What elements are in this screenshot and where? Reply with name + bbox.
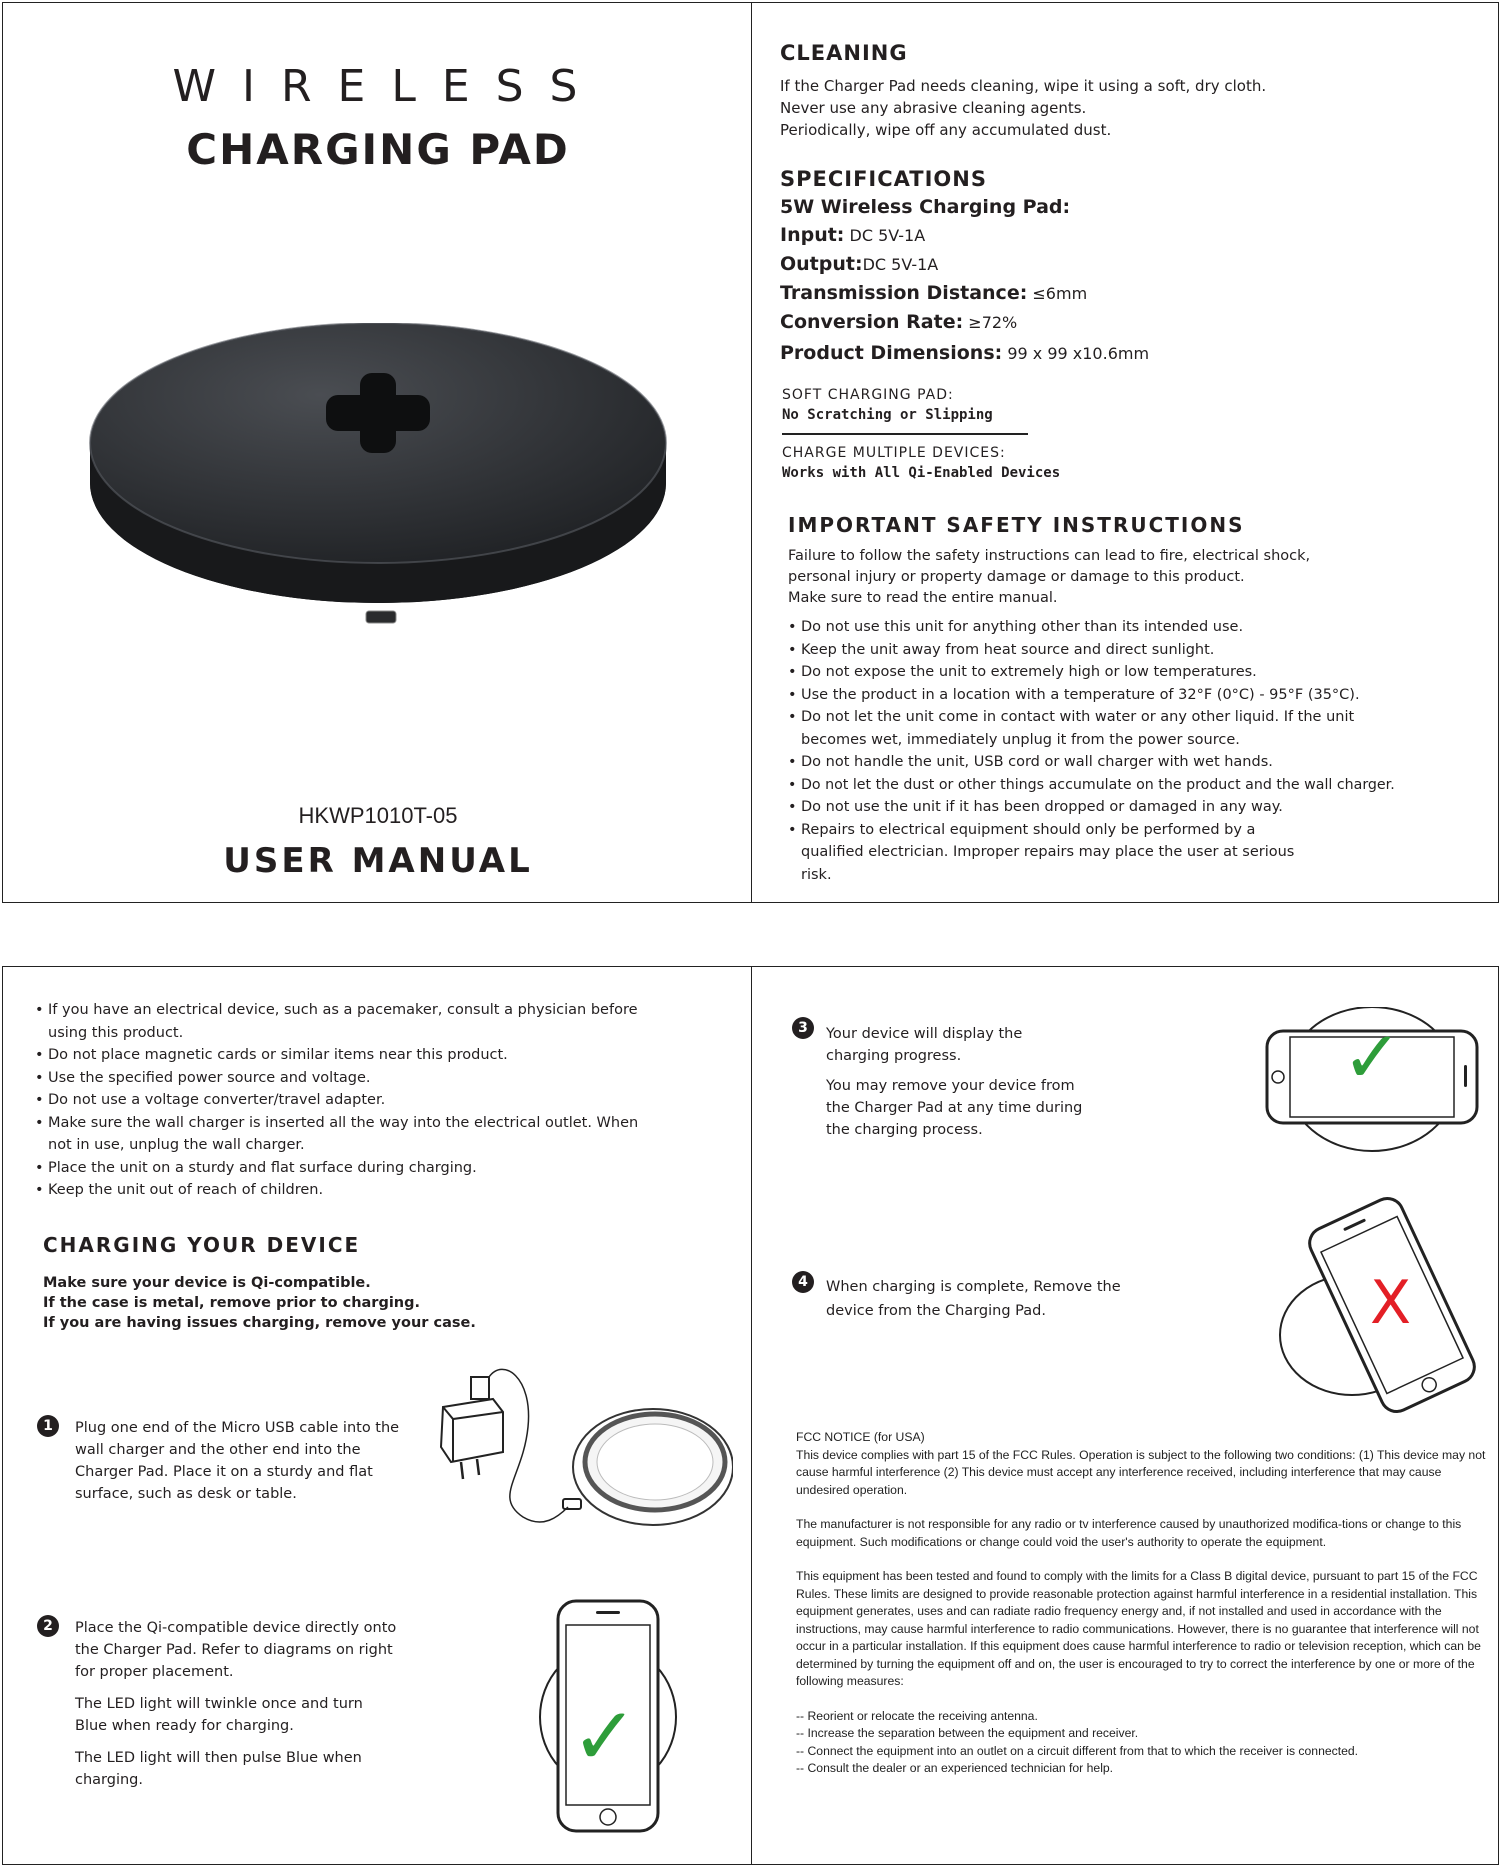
safety-bullet: • Repairs to electrical equipment should only be performed by a qualified electrician. Improper repairs may place the user at serious risk.: [788, 819, 1321, 887]
charging-pad-outline-icon: [573, 1409, 733, 1525]
charging-heading: CHARGING YOUR DEVICE: [43, 1233, 361, 1257]
safety-intro-line: Failure to follow the safety instructions can lead to fire, electrical shock,: [788, 548, 1311, 564]
step-3-badge: 3: [792, 1017, 814, 1039]
charging-notes: [43, 1273, 476, 1333]
step-1-text: Plug one end of the Micro USB cable into the wall charger and the other end into the Charger Pad. Place it on a sturdy and flat surface, such as desk or table.: [75, 1420, 400, 1502]
safety-bullet: • Do not use this unit for anything other than its intended use.: [788, 616, 1488, 639]
usb-port-icon: [366, 611, 396, 623]
safety-bullet: • Keep the unit out of reach of children.: [35, 1179, 655, 1202]
spec-row: Product Dimensions: 99 x 99 x10.6mm: [780, 342, 1150, 364]
spec-row: Transmission Distance: ≤6mm: [780, 282, 1088, 304]
feature2-title: CHARGE MULTIPLE DEVICES:: [782, 445, 1006, 461]
charging-panel: [2, 966, 752, 1865]
cleaning-text: [780, 75, 1480, 141]
safety-intro: [788, 546, 1478, 609]
cleaning-line: Periodically, wipe off any accumulated dust.: [780, 121, 1112, 139]
step-4-badge: 4: [792, 1271, 814, 1293]
fcc-measure: -- Increase the separation between the equipment and receiver.: [796, 1726, 1139, 1740]
wall-charger-icon: [441, 1369, 581, 1522]
fcc-paragraph: This device complies with part 15 of the FCC Rules. Operation is subject to the following two conditions: (1) This device may not cause harmful interference (2) This device must accept any interference received, including interference that may cause undesired operation.: [796, 1447, 1486, 1497]
cover-title-line1: W I R E L E S S: [172, 61, 584, 112]
charging-pad-illustration: [78, 323, 678, 653]
charging-note: If the case is metal, remove prior to charging.: [43, 1295, 421, 1311]
step-2-pulse-note: The LED light will then pulse Blue when charging.: [75, 1750, 362, 1788]
spec-row: Input: DC 5V-1A: [780, 224, 926, 246]
checkmark-icon: ✓: [1342, 1015, 1403, 1099]
fcc-measure: -- Reorient or relocate the receiving antenna.: [796, 1708, 1038, 1723]
spec-row: Output:DC 5V-1A: [780, 253, 939, 275]
model-number: HKWP1010T-05: [298, 803, 458, 828]
safety-bullet: • Do not use the unit if it has been dropped or damaged in any way.: [788, 796, 1488, 819]
step-1-badge: 1: [37, 1415, 59, 1437]
fcc-measure: -- Connect the equipment into an outlet on a circuit different from that to which the receiver is connected.: [796, 1743, 1359, 1758]
safety-heading: IMPORTANT SAFETY INSTRUCTIONS: [788, 513, 1245, 537]
safety-intro-line: Make sure to read the entire manual.: [788, 590, 1058, 606]
safety-bullet: • Make sure the wall charger is inserted all the way into the electrical outlet. When not in use, unplug the wall charger.: [35, 1112, 663, 1157]
safety-bullet: • Place the unit on a sturdy and flat surface during charging.: [35, 1157, 655, 1180]
feature-divider: [782, 433, 1028, 435]
safety-bullet: • Use the specified power source and voltage.: [35, 1067, 655, 1090]
step-2-badge: 2: [37, 1615, 59, 1637]
specs-list: [780, 221, 1149, 368]
checkmark-icon: ✓: [571, 1690, 639, 1783]
fcc-paragraph: This equipment has been tested and found to comply with the limits for a Class B digital device, pursuant to part 15 of the FCC Rules. These limits are designed to provide reasonable protection against harmful interference in a residential installation. This equipment generates, uses and can radiate radio frequency energy and, if not installed and used in accordance with the instructions, may cause harmful interference to radio communications. However, there is no guarantee that interference will not occur in a particular installation. If this equipment does cause harmful interference to radio or television reception, which can be determined by turning the equipment off and on, the user is encouraged to try to correct the interference by one or more of the following measures:: [796, 1569, 1481, 1688]
feature2-subtitle: Works with All Qi-Enabled Devices: [782, 465, 1061, 481]
user-manual-label: USER MANUAL: [223, 841, 533, 881]
fcc-measure: -- Consult the dealer or an experienced technician for help.: [796, 1761, 1114, 1775]
x-mark-icon: X: [1370, 1268, 1412, 1338]
safety-bullet: • Use the product in a location with a temperature of 32°F (0°C) - 95°F (35°C).: [788, 684, 1488, 707]
specs-panel: [751, 2, 1499, 903]
spec-row: Conversion Rate: ≥72%: [780, 311, 1018, 333]
safety-bullet: • Do not let the dust or other things accumulate on the product and the wall charger.: [788, 774, 1488, 797]
step-4-text: When charging is complete, Remove the device from the Charging Pad.: [826, 1279, 1121, 1319]
safety-bullet: • Do not use a voltage converter/travel adapter.: [35, 1089, 655, 1112]
fcc-title: FCC NOTICE (for USA): [796, 1430, 925, 1444]
safety-bullet: • If you have an electrical device, such as a pacemaker, consult a physician before using this product.: [35, 999, 648, 1044]
safety-bullet: • Do not handle the unit, USB cord or wall charger with wet hands.: [788, 751, 1488, 774]
safety-bullet: • Keep the unit away from heat source and direct sunlight.: [788, 639, 1488, 662]
specs-subtitle: 5W Wireless Charging Pad:: [780, 196, 1071, 218]
step-3-remove-note: You may remove your device from the Charger Pad at any time during the charging process.: [826, 1078, 1083, 1138]
feature1-subtitle: No Scratching or Slipping: [782, 407, 993, 423]
step-2-text: Place the Qi-compatible device directly onto the Charger Pad. Refer to diagrams on right for proper placement.: [75, 1620, 397, 1680]
cleaning-line: Never use any abrasive cleaning agents.: [780, 99, 1087, 117]
charging-note: Make sure your device is Qi-compatible.: [43, 1275, 371, 1291]
specifications-heading: SPECIFICATIONS: [780, 167, 987, 191]
safety-bullet: • Do not place magnetic cards or similar items near this product.: [35, 1044, 655, 1067]
step-2-led-note: The LED light will twinkle once and turn Blue when ready for charging.: [75, 1696, 363, 1734]
charger-and-cable-illustration: [433, 1367, 733, 1547]
safety-intro-line: personal injury or property damage or damage to this product.: [788, 569, 1245, 585]
cleaning-line: If the Charger Pad needs cleaning, wipe it using a soft, dry cloth.: [780, 77, 1267, 95]
safety-bullet: • Do not expose the unit to extremely high or low temperatures.: [788, 661, 1488, 684]
fcc-paragraph: The manufacturer is not responsible for any radio or tv interference caused by unauthorized modifica-tions or change to this equipment. Such modifications or change could void the user's authority to operate the equipment.: [796, 1517, 1462, 1549]
feature1-title: SOFT CHARGING PAD:: [782, 387, 954, 403]
safety-bullet: • Do not let the unit come in contact with water or any other liquid. If the unit becomes wet, immediately unplug it from the power source.: [788, 706, 1361, 751]
safety-bullets: [788, 616, 1488, 886]
fcc-panel: [751, 966, 1499, 1865]
safety-bullets-continued: [35, 999, 655, 1202]
fcc-notice: [796, 1429, 1488, 1778]
charging-note: If you are having issues charging, remove your case.: [43, 1315, 476, 1331]
cleaning-heading: CLEANING: [780, 41, 908, 65]
cover-panel: [2, 2, 752, 903]
cover-title-line2: CHARGING PAD: [186, 125, 570, 174]
step-3-text: Your device will display the charging progress.: [826, 1026, 1023, 1064]
